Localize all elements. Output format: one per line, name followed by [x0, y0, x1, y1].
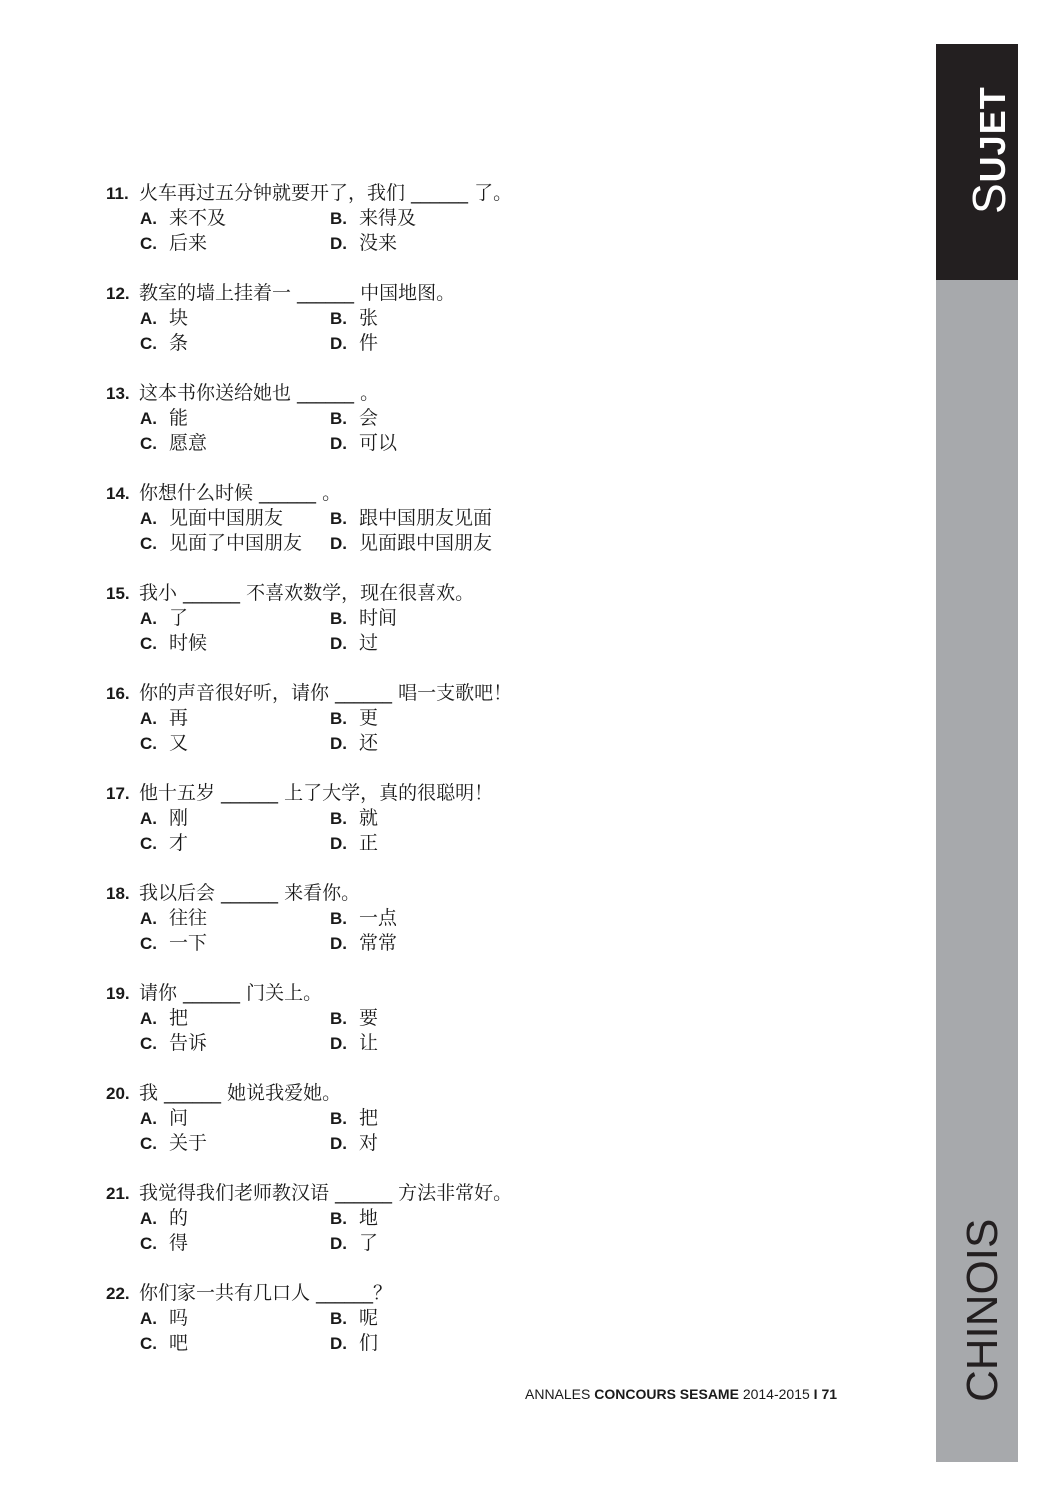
- question-text: 我以后会 ______ 来看你。: [139, 882, 361, 904]
- option-text: 来不及: [169, 207, 227, 229]
- option-letter: C.: [140, 234, 157, 253]
- answer-option: [140, 931, 330, 956]
- answer-option: [330, 906, 520, 931]
- answer-option: [140, 206, 330, 231]
- option-text: 条: [169, 332, 189, 354]
- option-letter: D.: [330, 434, 347, 453]
- answer-option: [140, 406, 330, 431]
- section-label: [962, 86, 1016, 214]
- page-number: I 71: [813, 1386, 838, 1402]
- option-letter: B.: [330, 1209, 347, 1228]
- option-text: 常常: [359, 932, 398, 954]
- question-number: 12.: [106, 284, 130, 303]
- answer-option: [140, 631, 330, 656]
- answer-option: [140, 1306, 330, 1331]
- section-label-rest: UJET: [972, 86, 1013, 183]
- option-text: 要: [359, 1007, 379, 1029]
- answer-option: [140, 1331, 330, 1356]
- option-text: 一点: [359, 907, 398, 929]
- option-text: 了: [169, 607, 189, 629]
- answer-option: [330, 606, 520, 631]
- option-row: [106, 231, 520, 256]
- answer-option: [140, 431, 330, 456]
- question-text: 请你 ______ 门关上。: [139, 982, 323, 1004]
- option-text: 刚: [169, 807, 189, 829]
- option-letter: C.: [140, 734, 157, 753]
- answer-option: [140, 731, 330, 756]
- question-number: 15.: [106, 584, 130, 603]
- answer-option: [330, 706, 520, 731]
- option-text: 件: [359, 332, 379, 354]
- question-text: 我觉得我们老师教汉语 ______ 方法非常好。: [139, 1182, 513, 1204]
- question-text: 火车再过五分钟就要开了，我们 ______ 了。: [139, 182, 513, 204]
- question-text: 你想什么时候 ______ 。: [139, 482, 342, 504]
- question-text: 我小 ______ 不喜欢数学，现在很喜欢。: [139, 582, 475, 604]
- answer-option: [330, 731, 520, 756]
- question-line: [106, 1180, 520, 1206]
- option-letter: C.: [140, 834, 157, 853]
- option-row: [106, 1306, 520, 1331]
- option-letter: D.: [330, 334, 347, 353]
- option-text: 过: [359, 632, 379, 654]
- option-text: 可以: [359, 432, 398, 454]
- answer-option: [330, 506, 520, 531]
- option-letter: B.: [330, 509, 347, 528]
- question-line: [106, 880, 520, 906]
- option-letter: C.: [140, 534, 157, 553]
- option-letter: D.: [330, 834, 347, 853]
- option-row: [106, 806, 520, 831]
- question-number: 19.: [106, 984, 130, 1003]
- answer-option: [330, 1231, 520, 1256]
- option-letter: B.: [330, 1009, 347, 1028]
- option-text: 让: [359, 1032, 379, 1054]
- option-letter: C.: [140, 434, 157, 453]
- option-letter: C.: [140, 1234, 157, 1253]
- option-row: [106, 606, 520, 631]
- option-text: 关于: [169, 1132, 208, 1154]
- option-text: 的: [169, 1207, 189, 1229]
- option-row: [106, 731, 520, 756]
- subject-label: CHINOIS: [958, 1218, 1007, 1402]
- option-letter: B.: [330, 409, 347, 428]
- question-item: [106, 1080, 520, 1180]
- option-letter: B.: [330, 909, 347, 928]
- option-text: 呢: [359, 1307, 379, 1329]
- question-item: [106, 780, 520, 880]
- option-text: 就: [359, 807, 379, 829]
- option-text: 块: [169, 307, 189, 329]
- answer-option: [330, 531, 520, 556]
- answer-option: [140, 1131, 330, 1156]
- option-row: [106, 206, 520, 231]
- option-text: 告诉: [169, 1032, 208, 1054]
- option-letter: D.: [330, 1034, 347, 1053]
- option-row: [106, 831, 520, 856]
- option-text: 才: [169, 832, 189, 854]
- answer-option: [140, 306, 330, 331]
- option-text: 时候: [169, 632, 208, 654]
- option-row: [106, 1031, 520, 1056]
- answer-option: [140, 831, 330, 856]
- option-letter: B.: [330, 309, 347, 328]
- answer-option: [330, 931, 520, 956]
- answer-option: [140, 1206, 330, 1231]
- option-row: [106, 906, 520, 931]
- question-item: [106, 1180, 520, 1280]
- question-number: 11.: [106, 184, 129, 203]
- option-letter: C.: [140, 334, 157, 353]
- option-text: 了: [359, 1232, 379, 1254]
- option-text: 更: [359, 707, 379, 729]
- option-text: 能: [169, 407, 189, 429]
- option-letter: A.: [140, 409, 157, 428]
- answer-option: [140, 231, 330, 256]
- answer-option: [140, 331, 330, 356]
- option-text: 地: [359, 1207, 379, 1229]
- option-letter: A.: [140, 309, 157, 328]
- answer-option: [330, 1331, 520, 1356]
- option-letter: C.: [140, 634, 157, 653]
- answer-option: [140, 1231, 330, 1256]
- question-line: [106, 780, 520, 806]
- answer-option: [330, 1306, 520, 1331]
- option-text: 还: [359, 732, 379, 754]
- option-letter: C.: [140, 934, 157, 953]
- option-text: 问: [169, 1107, 189, 1129]
- question-item: [106, 880, 520, 980]
- option-text: 对: [359, 1132, 379, 1154]
- answer-option: [330, 1131, 520, 1156]
- option-letter: A.: [140, 1309, 157, 1328]
- option-row: [106, 506, 520, 531]
- question-text: 这本书你送给她也 ______ 。: [139, 382, 380, 404]
- answer-option: [140, 906, 330, 931]
- question-line: [106, 280, 520, 306]
- answer-option: [140, 606, 330, 631]
- section-label-initial: S: [963, 182, 1015, 214]
- question-line: [106, 380, 520, 406]
- option-letter: C.: [140, 1034, 157, 1053]
- option-letter: D.: [330, 634, 347, 653]
- question-item: [106, 580, 520, 680]
- question-item: [106, 380, 520, 480]
- answer-option: [330, 206, 520, 231]
- option-row: [106, 1006, 520, 1031]
- question-number: 21.: [106, 1184, 130, 1203]
- option-letter: B.: [330, 1109, 347, 1128]
- answer-option: [330, 1031, 520, 1056]
- question-line: [106, 1280, 520, 1306]
- option-letter: B.: [330, 709, 347, 728]
- option-row: [106, 431, 520, 456]
- option-letter: A.: [140, 909, 157, 928]
- question-item: [106, 280, 520, 380]
- question-number: 17.: [106, 784, 130, 803]
- question-item: [106, 1280, 520, 1380]
- question-text: 你的声音很好听，请你 ______ 唱一支歌吧！: [139, 682, 513, 704]
- question-number: 16.: [106, 684, 130, 703]
- option-row: [106, 331, 520, 356]
- option-row: [106, 406, 520, 431]
- question-item: [106, 680, 520, 780]
- answer-option: [330, 1006, 520, 1031]
- answer-option: [330, 331, 520, 356]
- option-text: 再: [169, 707, 189, 729]
- option-text: 见面跟中国朋友: [359, 532, 493, 554]
- question-item: [106, 480, 520, 580]
- option-text: 见面了中国朋友: [169, 532, 303, 554]
- option-text: 把: [359, 1107, 379, 1129]
- answer-option: [330, 1206, 520, 1231]
- option-text: 正: [359, 832, 379, 854]
- option-text: 张: [359, 307, 379, 329]
- question-number: 13.: [106, 384, 130, 403]
- option-letter: A.: [140, 609, 157, 628]
- question-text: 我 ______ 她说我爱她。: [139, 1082, 342, 1104]
- option-letter: D.: [330, 934, 347, 953]
- answer-option: [330, 831, 520, 856]
- option-row: [106, 931, 520, 956]
- option-row: [106, 631, 520, 656]
- answer-option: [140, 531, 330, 556]
- option-letter: B.: [330, 1309, 347, 1328]
- answer-option: [330, 306, 520, 331]
- page-footer: [525, 1386, 837, 1402]
- option-row: [106, 1331, 520, 1356]
- option-text: 们: [359, 1332, 379, 1354]
- option-letter: D.: [330, 534, 347, 553]
- option-text: 把: [169, 1007, 189, 1029]
- option-letter: D.: [330, 1234, 347, 1253]
- question-number: 14.: [106, 484, 130, 503]
- option-letter: C.: [140, 1134, 157, 1153]
- question-text: 你们家一共有几口人 ______？: [139, 1282, 393, 1304]
- option-row: [106, 706, 520, 731]
- question-item: [106, 980, 520, 1080]
- option-row: [106, 1131, 520, 1156]
- option-text: 愿意: [169, 432, 208, 454]
- question-line: [106, 680, 520, 706]
- question-line: [106, 1080, 520, 1106]
- option-letter: B.: [330, 209, 347, 228]
- question-number: 22.: [106, 1284, 130, 1303]
- option-text: 没来: [359, 232, 398, 254]
- answer-option: [330, 806, 520, 831]
- option-text: 来得及: [359, 207, 417, 229]
- option-text: 吗: [169, 1307, 189, 1329]
- question-number: 20.: [106, 1084, 130, 1103]
- question-line: [106, 180, 520, 206]
- option-letter: D.: [330, 234, 347, 253]
- option-text: 得: [169, 1232, 189, 1254]
- option-text: 跟中国朋友见面: [359, 507, 493, 529]
- option-text: 吧: [169, 1332, 189, 1354]
- answer-option: [140, 706, 330, 731]
- option-letter: D.: [330, 1334, 347, 1353]
- option-text: 一下: [169, 932, 208, 954]
- footer-prefix: ANNALES: [525, 1386, 595, 1402]
- option-letter: B.: [330, 609, 347, 628]
- footer-years: 2014-2015: [738, 1386, 814, 1402]
- option-text: 往往: [169, 907, 208, 929]
- option-letter: A.: [140, 509, 157, 528]
- answer-option: [140, 506, 330, 531]
- option-row: [106, 531, 520, 556]
- question-text: 教室的墙上挂着一 ______ 中国地图。: [139, 282, 456, 304]
- option-letter: C.: [140, 1334, 157, 1353]
- answer-option: [330, 1106, 520, 1131]
- answer-option: [330, 431, 520, 456]
- answer-option: [330, 231, 520, 256]
- option-letter: A.: [140, 209, 157, 228]
- footer-title: CONCOURS SESAME: [594, 1386, 739, 1402]
- question-item: [106, 180, 520, 280]
- option-row: [106, 1106, 520, 1131]
- question-line: [106, 980, 520, 1006]
- answer-option: [140, 1106, 330, 1131]
- option-letter: D.: [330, 1134, 347, 1153]
- option-text: 时间: [359, 607, 398, 629]
- option-text: 后来: [169, 232, 208, 254]
- option-row: [106, 1206, 520, 1231]
- option-letter: D.: [330, 734, 347, 753]
- option-letter: B.: [330, 809, 347, 828]
- answer-option: [140, 1006, 330, 1031]
- option-row: [106, 306, 520, 331]
- option-letter: A.: [140, 1209, 157, 1228]
- question-list: [106, 180, 520, 1380]
- option-letter: A.: [140, 809, 157, 828]
- option-letter: A.: [140, 1109, 157, 1128]
- option-text: 见面中国朋友: [169, 507, 284, 529]
- option-row: [106, 1231, 520, 1256]
- question-number: 18.: [106, 884, 130, 903]
- question-line: [106, 580, 520, 606]
- option-letter: A.: [140, 1009, 157, 1028]
- option-text: 会: [359, 407, 379, 429]
- option-letter: A.: [140, 709, 157, 728]
- answer-option: [330, 406, 520, 431]
- answer-option: [330, 631, 520, 656]
- option-text: 又: [169, 732, 189, 754]
- question-text: 他十五岁 ______ 上了大学，真的很聪明！: [139, 782, 494, 804]
- answer-option: [140, 806, 330, 831]
- question-line: [106, 480, 520, 506]
- answer-option: [140, 1031, 330, 1056]
